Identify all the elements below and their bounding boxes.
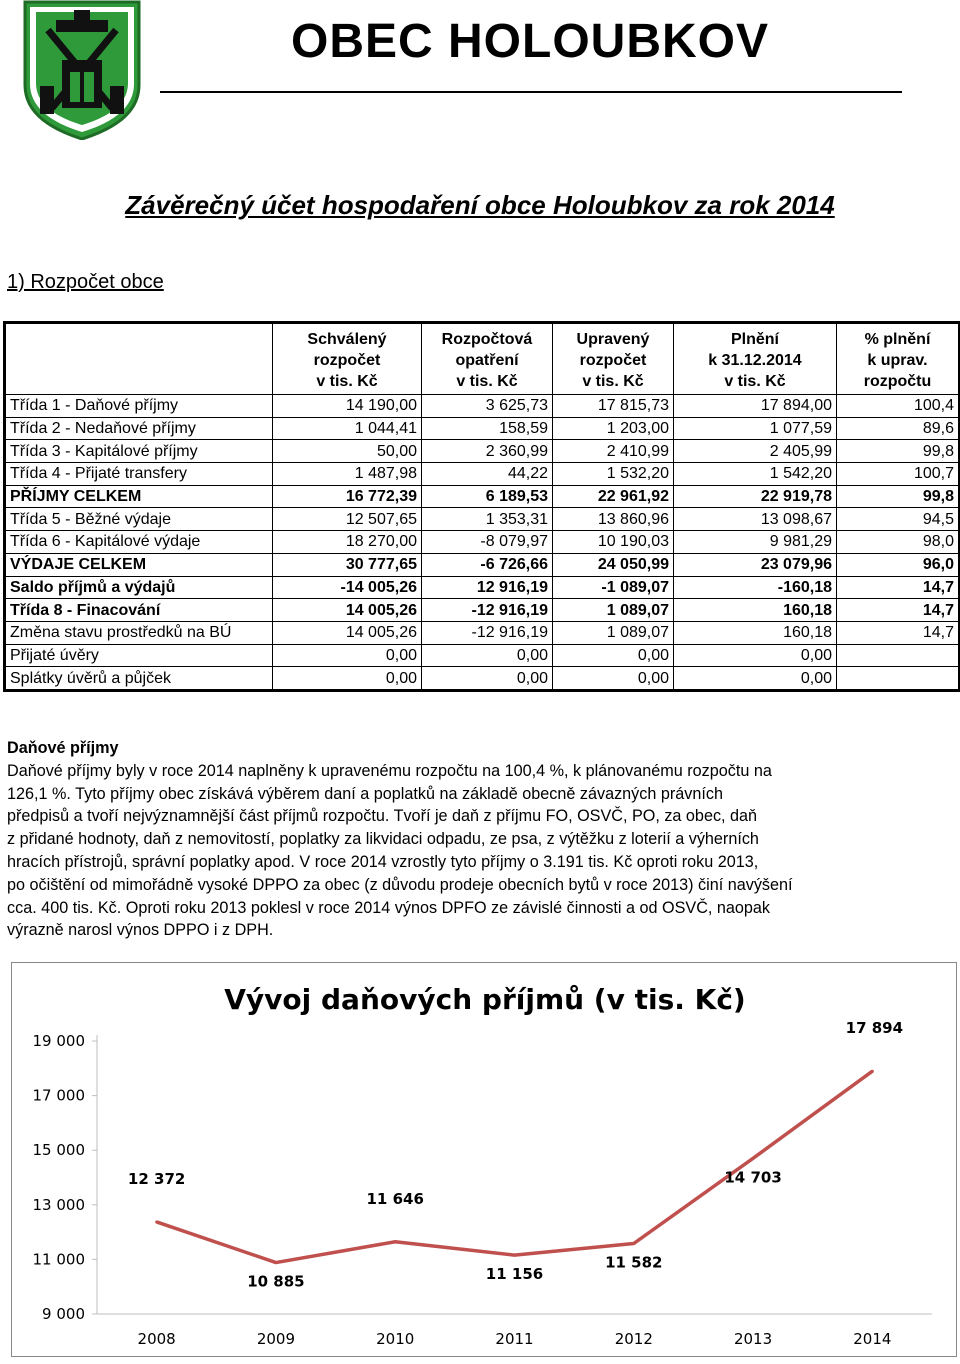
table-cell: 14,7	[837, 621, 960, 644]
document-subtitle: Závěrečný účet hospodaření obce Holoubkov za rok 2014	[125, 190, 835, 220]
tax-income-paragraph	[7, 760, 947, 942]
table-row	[5, 508, 960, 531]
x-tick-label: 2013	[733, 1330, 773, 1348]
table-cell: 0,00	[674, 644, 837, 667]
column-header-line: rozpočet	[313, 352, 381, 369]
data-point	[871, 1070, 874, 1073]
table-row	[5, 621, 960, 644]
table-row	[5, 395, 960, 418]
table-cell: 10 190,03	[553, 531, 674, 554]
table-cell: 99,8	[837, 485, 960, 508]
table-cell: 0,00	[674, 667, 837, 691]
table-cell: 30 777,65	[273, 553, 422, 576]
column-header-line: % plnění	[864, 331, 931, 348]
table-cell: 0,00	[553, 644, 674, 667]
table-cell: 1 089,07	[553, 599, 674, 622]
data-label: 10 885	[247, 1272, 305, 1291]
table-cell: -12 916,19	[422, 621, 553, 644]
table-cell: 0,00	[273, 667, 422, 691]
data-label: 11 582	[605, 1253, 663, 1272]
table-cell: -6 726,66	[422, 553, 553, 576]
table-cell: 99,8	[837, 440, 960, 463]
column-header-4	[674, 323, 837, 395]
column-header-line: v tis. Kč	[316, 373, 378, 390]
table-row	[5, 667, 960, 691]
table-cell: 9 981,29	[674, 531, 837, 554]
table-row	[5, 576, 960, 599]
table-cell: 158,59	[422, 417, 553, 440]
table-cell: -8 079,97	[422, 531, 553, 554]
x-tick-label: 2010	[376, 1330, 415, 1348]
row-label: Saldo příjmů a výdajů	[5, 576, 273, 599]
row-label: Třída 6 - Kapitálové výdaje	[5, 531, 273, 554]
data-label: 17 894	[845, 1019, 904, 1038]
row-label: Přijaté úvěry	[5, 644, 273, 667]
column-header-line: opatření	[455, 352, 519, 369]
y-tick-label: 13 000	[32, 1195, 85, 1214]
table-cell: 100,7	[837, 463, 960, 486]
y-tick-label: 9 000	[42, 1305, 85, 1323]
table-cell: 1 089,07	[553, 621, 674, 644]
table-cell: 12 916,19	[422, 576, 553, 599]
table-cell: 2 360,99	[422, 440, 553, 463]
y-tick-label: 17 000	[32, 1086, 85, 1105]
column-header-line: Upravený	[576, 331, 650, 348]
row-label: Změna stavu prostředků na BÚ	[5, 621, 273, 644]
table-cell: -12 916,19	[422, 599, 553, 622]
table-cell: 17 894,00	[674, 395, 837, 418]
table-cell: 2 405,99	[674, 440, 837, 463]
data-label: 12 372	[127, 1169, 186, 1188]
table-cell: 13 860,96	[553, 508, 674, 531]
table-cell: 1 532,20	[553, 463, 674, 486]
x-tick-label: 2008	[137, 1330, 176, 1348]
section-heading: 1) Rozpočet obce	[7, 271, 164, 293]
row-label: PŘÍJMY CELKEM	[5, 485, 273, 508]
x-tick-label: 2012	[614, 1330, 653, 1348]
coat-of-arms-logo	[22, 0, 142, 140]
table-cell: 14 005,26	[273, 621, 422, 644]
table-cell: -160,18	[674, 576, 837, 599]
table-cell: 18 270,00	[273, 531, 422, 554]
data-point	[155, 1220, 158, 1223]
table-cell: 14 190,00	[273, 395, 422, 418]
column-header-line: k uprav.	[867, 352, 928, 369]
table-cell: 1 077,59	[674, 417, 837, 440]
table-row	[5, 440, 960, 463]
tax-income-chart	[11, 962, 957, 1357]
page-title: OBEC HOLOUBKOV	[290, 15, 769, 68]
title-underline	[160, 91, 902, 93]
data-point	[752, 1157, 755, 1160]
data-label: 11 646	[366, 1189, 424, 1208]
data-label: 14 703	[724, 1168, 782, 1187]
y-tick-label: 11 000	[32, 1250, 85, 1269]
data-point	[274, 1261, 277, 1264]
table-cell: 89,6	[837, 417, 960, 440]
table-cell: 22 961,92	[553, 485, 674, 508]
paragraph-line: hracích přístrojů, správní poplatky apod. V roce 2014 vzrostly tyto příjmy o 3.191 tis. Kč oproti roku 2013,	[7, 852, 759, 871]
table-row	[5, 531, 960, 554]
table-cell: 1 044,41	[273, 417, 422, 440]
column-header-line: k 31.12.2014	[708, 352, 802, 369]
column-header-line: Rozpočtová	[441, 331, 533, 348]
table-cell: 22 919,78	[674, 485, 837, 508]
table-cell	[837, 644, 960, 667]
column-header-line: Schválený	[307, 331, 387, 348]
table-cell: 0,00	[422, 667, 553, 691]
table-cell: 160,18	[674, 621, 837, 644]
table-cell: 50,00	[273, 440, 422, 463]
row-label: Třída 8 - Finacování	[5, 599, 273, 622]
table-cell: 1 542,20	[674, 463, 837, 486]
row-label: Třída 3 - Kapitálové příjmy	[5, 440, 273, 463]
column-header-0	[5, 323, 273, 395]
paragraph-line: výrazně narosl výnos DPPO i z DPH.	[7, 921, 274, 940]
column-header-line: Plnění	[730, 331, 779, 348]
column-header-line: v tis. Kč	[724, 373, 786, 390]
table-cell: 3 625,73	[422, 395, 553, 418]
table-cell: 16 772,39	[273, 485, 422, 508]
table-cell: -14 005,26	[273, 576, 422, 599]
table-cell: 100,4	[837, 395, 960, 418]
table-cell: 2 410,99	[553, 440, 674, 463]
row-label: Třída 1 - Daňové příjmy	[5, 395, 273, 418]
row-label: Třída 5 - Běžné výdaje	[5, 508, 273, 531]
table-row	[5, 599, 960, 622]
paragraph-line: předpisů a tvoří nejvýznamnější část příjmů rozpočtu. Tvoří je daň z příjmu FO, OSVČ, PO, za obec, daň	[7, 807, 758, 826]
table-cell: 1 353,31	[422, 508, 553, 531]
x-tick-label: 2009	[256, 1330, 296, 1348]
row-label: Splátky úvěrů a půjček	[5, 667, 273, 691]
column-header-line: v tis. Kč	[582, 373, 644, 390]
column-header-2	[422, 323, 553, 395]
table-cell: 12 507,65	[273, 508, 422, 531]
column-header-3	[553, 323, 674, 395]
table-cell	[837, 667, 960, 691]
x-tick-label: 2014	[853, 1330, 892, 1348]
budget-table	[3, 321, 960, 692]
chart-title: Vývoj daňových příjmů (v tis. Kč)	[224, 983, 746, 1016]
y-tick-label: 15 000	[32, 1141, 85, 1160]
row-label: VÝDAJE CELKEM	[5, 553, 273, 576]
data-label: 11 156	[485, 1265, 544, 1284]
table-row	[5, 485, 960, 508]
table-row	[5, 644, 960, 667]
column-header-line	[10, 329, 268, 350]
tax-income-description	[7, 737, 947, 942]
table-cell: 1 203,00	[553, 417, 674, 440]
column-header-line	[10, 350, 268, 371]
table-cell: 14 005,26	[273, 599, 422, 622]
data-point	[632, 1242, 635, 1245]
table-cell: 24 050,99	[553, 553, 674, 576]
column-header-line	[10, 371, 268, 392]
table-cell: 98,0	[837, 531, 960, 554]
budget-table-header	[5, 323, 960, 395]
paragraph-line: cca. 400 tis. Kč. Oproti roku 2013 poklesl v roce 2014 výnos DPFO ze závislé činnosti a od OSVČ, naopak	[7, 898, 770, 917]
data-point	[394, 1240, 397, 1243]
chart-canvas	[12, 963, 958, 1358]
column-header-line: rozpočet	[579, 352, 647, 369]
paragraph-line: z přidané hodnoty, daň z nemovitostí, poplatky za likvidaci odpadu, ze psa, z výtěžku z loterií a výherních	[7, 830, 759, 849]
row-label: Třída 2 - Nedaňové příjmy	[5, 417, 273, 440]
table-row	[5, 417, 960, 440]
table-cell: 23 079,96	[674, 553, 837, 576]
table-cell: 0,00	[422, 644, 553, 667]
table-cell: 14,7	[837, 599, 960, 622]
budget-table-body	[5, 395, 960, 691]
table-cell: 6 189,53	[422, 485, 553, 508]
column-header-line: rozpočtu	[863, 373, 932, 390]
paragraph-line: po očištění od mimořádně vysoké DPPO za obec (z důvodu prodeje obecních bytů v roce 2013) činí navýšení	[7, 875, 793, 894]
table-cell: 14,7	[837, 576, 960, 599]
table-cell: 0,00	[273, 644, 422, 667]
series-line	[157, 1071, 873, 1262]
table-cell: -1 089,07	[553, 576, 674, 599]
x-tick-label: 2011	[495, 1330, 534, 1348]
row-label: Třída 4 - Přijaté transfery	[5, 463, 273, 486]
column-header-1	[273, 323, 422, 395]
column-header-5	[837, 323, 960, 395]
table-row	[5, 553, 960, 576]
data-point	[513, 1254, 516, 1257]
table-cell: 94,5	[837, 508, 960, 531]
table-cell: 44,22	[422, 463, 553, 486]
table-cell: 0,00	[553, 667, 674, 691]
tax-income-heading: Daňové příjmy	[7, 739, 119, 757]
table-cell: 1 487,98	[273, 463, 422, 486]
paragraph-line: 126,1 %. Tyto příjmy obec získává výběrem daní a poplatků na základě obecně závazných právních	[7, 784, 723, 803]
table-cell: 17 815,73	[553, 395, 674, 418]
paragraph-line: Daňové příjmy byly v roce 2014 naplněny k upravenému rozpočtu na 100,4 %, k plánovanému rozpočtu na	[7, 761, 772, 780]
y-tick-label: 19 000	[32, 1032, 85, 1050]
table-cell: 96,0	[837, 553, 960, 576]
table-cell: 13 098,67	[674, 508, 837, 531]
column-header-line: v tis. Kč	[456, 373, 518, 390]
table-row	[5, 463, 960, 486]
table-cell: 160,18	[674, 599, 837, 622]
